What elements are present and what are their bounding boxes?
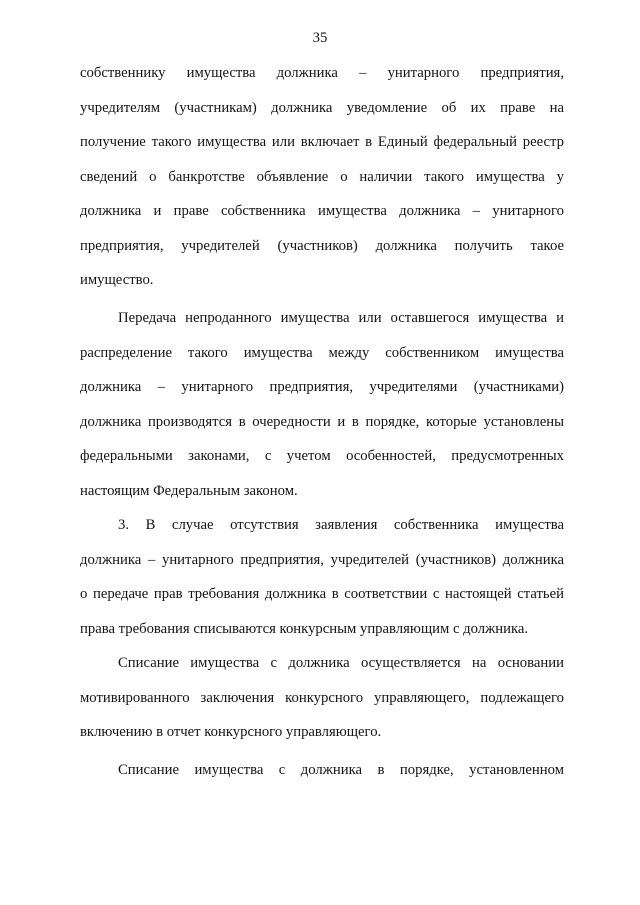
paragraph-3 bbox=[80, 508, 564, 646]
page-number: 35 bbox=[312, 30, 328, 46]
text-line: Передача непроданного имущества или оставшегося имущества и bbox=[118, 310, 564, 326]
text-line: сведений о банкротстве объявление о наличии такого имущества у bbox=[80, 168, 564, 185]
text-line: 3. В случае отсутствия заявления собственника имущества bbox=[118, 517, 564, 533]
text-line: распределение такого имущества между собственником имущества bbox=[80, 344, 564, 361]
paragraph-2 bbox=[80, 301, 564, 508]
document-body bbox=[80, 56, 564, 788]
text-line: мотивированного заключения конкурсного управляющего, подлежащего bbox=[80, 689, 564, 706]
text-line: должника – унитарного предприятия, учредителей (участников) должника bbox=[80, 551, 564, 568]
text-line: должника производятся в очередности и в порядке, которые установлены bbox=[80, 413, 564, 430]
text-line: имущество. bbox=[80, 272, 154, 288]
paragraph-5 bbox=[80, 753, 564, 788]
text-line: права требования списываются конкурсным управляющим с должника. bbox=[80, 620, 529, 637]
paragraph-4 bbox=[80, 646, 564, 750]
text-line: предприятия, учредителей (участников) должника получить такое bbox=[80, 237, 564, 254]
text-line: Списание имущества с должника в порядке, установленном bbox=[118, 762, 564, 778]
text-line: федеральными законами, с учетом особенностей, предусмотренных bbox=[80, 448, 564, 464]
text-line: о передаче прав требования должника в соответствии с настоящей статьей bbox=[80, 586, 564, 602]
paragraph-1 bbox=[80, 56, 564, 298]
text-line: получение такого имущества или включает в Единый федеральный реестр bbox=[80, 134, 564, 150]
text-line: должника и праве собственника имущества должника – унитарного bbox=[80, 203, 564, 219]
text-line: собственнику имущества должника – унитарного предприятия, bbox=[80, 65, 564, 81]
text-line: учредителям (участникам) должника уведомление об их праве на bbox=[80, 99, 564, 116]
text-line: Списание имущества с должника осуществляется на основании bbox=[118, 655, 564, 671]
text-line: включению в отчет конкурсного управляющего. bbox=[80, 724, 382, 740]
text-line: должника – унитарного предприятия, учредителями (участниками) bbox=[80, 379, 564, 395]
text-line: настоящим Федеральным законом. bbox=[80, 482, 298, 499]
